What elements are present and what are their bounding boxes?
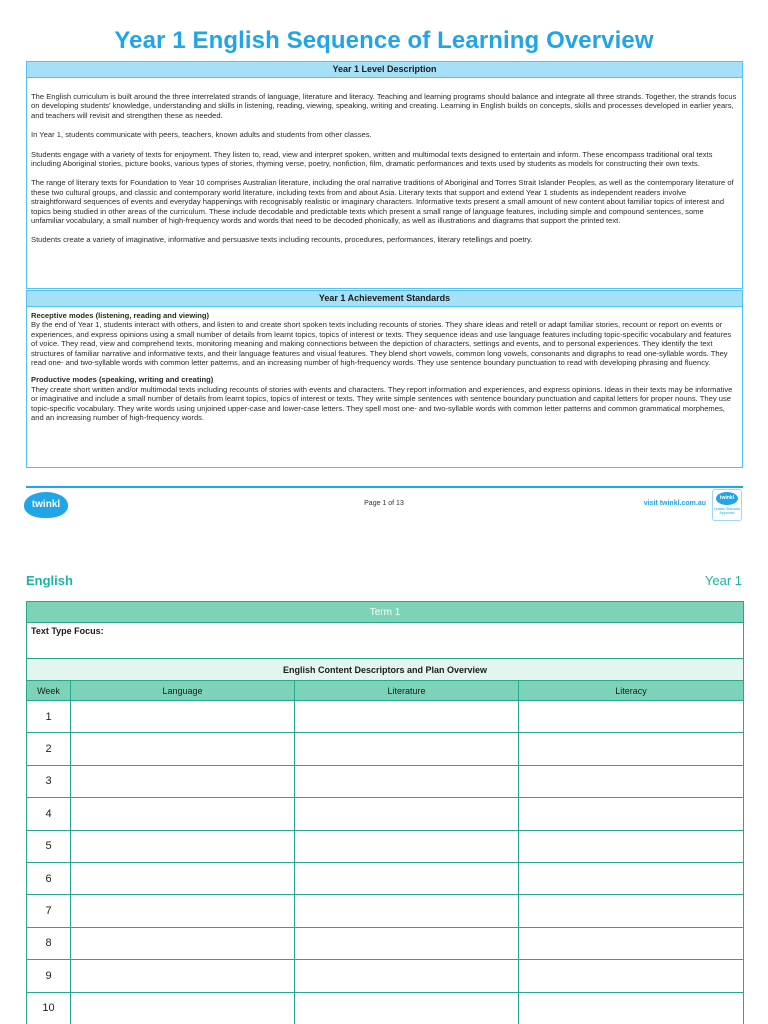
week-row xyxy=(27,733,744,765)
week-number: 10 xyxy=(27,992,71,1024)
week-row xyxy=(27,992,744,1024)
week-cell-literature[interactable] xyxy=(295,992,519,1024)
week-cell-literature[interactable] xyxy=(295,830,519,862)
text-type-focus-cell[interactable]: Text Type Focus: xyxy=(27,623,744,659)
week-cell-literature[interactable] xyxy=(295,798,519,830)
week-number: 7 xyxy=(27,895,71,927)
week-number: 1 xyxy=(27,701,71,733)
week-row xyxy=(27,701,744,733)
achievement-standards-section xyxy=(26,290,743,468)
week-row xyxy=(27,798,744,830)
term-heading: Term 1 xyxy=(27,602,744,623)
week-cell-language[interactable] xyxy=(71,960,295,992)
level-description-heading: Year 1 Level Description xyxy=(27,62,742,78)
week-cell-language[interactable] xyxy=(71,830,295,862)
subject-label: English xyxy=(26,573,73,588)
week-cell-literacy[interactable] xyxy=(519,992,744,1024)
week-cell-literature[interactable] xyxy=(295,960,519,992)
year-label: Year 1 xyxy=(704,573,742,588)
column-header-week: Week xyxy=(27,681,71,701)
text-type-focus-row xyxy=(27,623,744,659)
level-paragraph: The English curriculum is built around the three interrelated strands of language, literature and literacy. Teaching and learning programs should balance and integrate all three strands. Together, the strands focus on developing students' knowledge, understanding and skills in listening, reading, viewing, speaking, writing and creating. Learning in English builds on concepts, skills and processes developed in earlier years, and teachers will revisit and strengthen these as needed. xyxy=(31,92,737,120)
productive-heading: Productive modes (speaking, writing and creating) xyxy=(31,375,214,385)
achievement-standards-body xyxy=(27,307,742,422)
week-cell-literacy[interactable] xyxy=(519,960,744,992)
week-cell-literacy[interactable] xyxy=(519,830,744,862)
descriptors-heading: English Content Descriptors and Plan Overview xyxy=(27,659,744,681)
week-cell-literacy[interactable] xyxy=(519,895,744,927)
week-row xyxy=(27,765,744,797)
week-cell-literacy[interactable] xyxy=(519,927,744,959)
plan-table xyxy=(26,601,744,1024)
week-cell-language[interactable] xyxy=(71,927,295,959)
week-cell-literacy[interactable] xyxy=(519,765,744,797)
level-paragraph: Students engage with a variety of texts for enjoyment. They listen to, read, view and interpret spoken, written and multimodal texts designed to entertain and inform. These encompass traditional oral texts including Aboriginal stories, picture books, various types of stories, rhyming verse, poetry, nonfiction, film, dramatic performances and texts used by students as models for constructing their own texts. xyxy=(31,149,713,169)
level-paragraph: Students create a variety of imaginative, informative and persuasive texts including recounts, procedures, performances, literary retellings and poetry. xyxy=(31,235,533,245)
week-cell-literacy[interactable] xyxy=(519,862,744,894)
week-cell-literacy[interactable] xyxy=(519,798,744,830)
column-header-language: Language xyxy=(71,681,295,701)
column-header-literature: Literature xyxy=(295,681,519,701)
week-cell-language[interactable] xyxy=(71,798,295,830)
badge-caption: Quality Standard Approved xyxy=(713,507,741,515)
week-number: 2 xyxy=(27,733,71,765)
level-paragraph: The range of literary texts for Foundation to Year 10 comprises Australian literature, including the oral narrative traditions of Aboriginal and Torres Strait Islander Peoples, as well as the contemporary literature of these two cultural groups, and classic and contemporary world literature, including texts from and about Asia. Literary texts that support and extend Year 1 students as independent readers involve straightforward sequences of events and everyday happenings with recognisably realistic or imaginary characters. Informative texts present a small amount of new content about familiar topics of interest and topics being studied in other areas of the curriculum. These include decodable and predictable texts which present a small range of language features, including simple and compound sentences, some unfamiliar vocabulary, a small number of high-frequency words and words that need to be decoded phonically, as well as illustrations and diagrams that support the printed text. xyxy=(31,178,734,226)
week-number: 9 xyxy=(27,960,71,992)
footer-divider xyxy=(26,486,743,488)
week-number: 6 xyxy=(27,862,71,894)
week-cell-language[interactable] xyxy=(71,992,295,1024)
week-cell-language[interactable] xyxy=(71,733,295,765)
week-cell-literature[interactable] xyxy=(295,701,519,733)
productive-text: They create short written and/or multimodal texts including recounts of stories with events and characters. They report information and experiences, and express opinions. Ideas in their texts may be informative or imaginative and include a small number of details from learnt topics, topics of interest or texts. They write simple sentences with sentence boundary punctuation and capital letters for proper nouns. They use topic-specific vocabulary. They write words using unjoined upper-case and lower-case letters. They spell most one- and two-syllable words with common letter patterns and common grammatical morphemes, and an increasing number of high-frequency words. xyxy=(31,384,733,423)
week-cell-literature[interactable] xyxy=(295,862,519,894)
productive-block xyxy=(31,375,738,422)
receptive-block xyxy=(31,311,738,367)
page-number: Page 1 of 13 xyxy=(364,500,404,507)
week-cell-language[interactable] xyxy=(71,862,295,894)
visit-link[interactable]: visit twinkl.com.au xyxy=(643,500,706,507)
column-header-literacy: Literacy xyxy=(519,681,744,701)
column-header-row xyxy=(27,681,744,701)
week-number: 3 xyxy=(27,765,71,797)
week-cell-literature[interactable] xyxy=(295,733,519,765)
week-row xyxy=(27,830,744,862)
week-cell-language[interactable] xyxy=(71,895,295,927)
week-rows xyxy=(27,701,744,1024)
week-number: 8 xyxy=(27,927,71,959)
week-cell-literature[interactable] xyxy=(295,765,519,797)
badge-logo: twinkl xyxy=(716,492,738,505)
term-row xyxy=(27,602,744,623)
week-number: 5 xyxy=(27,830,71,862)
week-row xyxy=(27,927,744,959)
level-paragraph: In Year 1, students communicate with peers, teachers, known adults and students from other classes. xyxy=(31,130,372,140)
week-row xyxy=(27,862,744,894)
week-row xyxy=(27,895,744,927)
descriptors-row xyxy=(27,659,744,681)
achievement-standards-heading: Year 1 Achievement Standards xyxy=(27,291,742,307)
week-cell-literature[interactable] xyxy=(295,927,519,959)
week-cell-language[interactable] xyxy=(71,765,295,797)
week-cell-literacy[interactable] xyxy=(519,733,744,765)
week-number: 4 xyxy=(27,798,71,830)
week-cell-language[interactable] xyxy=(71,701,295,733)
week-cell-literature[interactable] xyxy=(295,895,519,927)
receptive-text: By the end of Year 1, students interact with others, and listen to and create short spoken texts including recounts of stories. They share ideas and retell or adapt familiar stories, recount or report on events or experiences, and express opinions using a small number of details from learnt topics, topics of interest or texts. They sequence ideas and use language features including topic-specific vocabulary and features of voice. They read, view and comprehend texts, monitoring meaning and making connections between the depiction of characters, settings and events, and to personal experiences. They identify the text structures of familiar narrative and informative texts, and their language features and visual features. They blend short vowels, common long vowels, consonants and digraphs to read one-syllable words. They read one- and two-syllable words with common letter patterns, and an increasing number of high-frequency words. They use sentence boundary punctuation to read with developing phrasing and fluency. xyxy=(31,320,732,368)
twinkl-logo: twinkl xyxy=(24,492,68,518)
level-description-body xyxy=(27,78,742,245)
page-title: Year 1 English Sequence of Learning Overview xyxy=(114,27,654,54)
receptive-heading: Receptive modes (listening, reading and viewing) xyxy=(31,311,210,320)
week-row xyxy=(27,960,744,992)
level-description-section xyxy=(26,61,743,289)
quality-badge-icon xyxy=(712,489,742,521)
week-cell-literacy[interactable] xyxy=(519,701,744,733)
